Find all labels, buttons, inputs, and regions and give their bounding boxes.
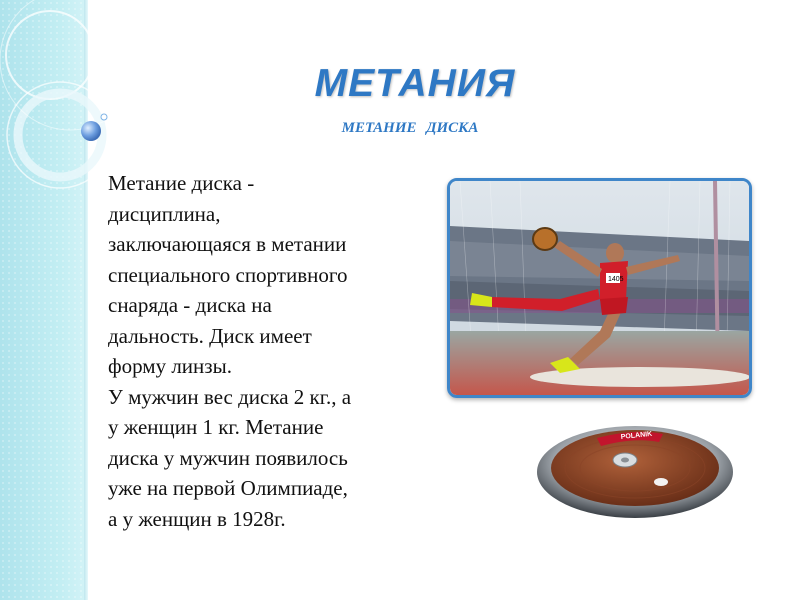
- paragraph-weight-history: У мужчин вес диска 2 кг., а у женщин 1 кг. Метание диска у мужчин появилось уже на первой Олимпиаде, а у женщин в 1928г.: [108, 384, 352, 531]
- panel-pattern: [0, 0, 88, 600]
- discus-brand: POLANIK: [620, 430, 653, 441]
- paragraph-definition: Метание диска - дисциплина, заключающаяся в метании специального спортивного снаряда - диска на дальность. Диск имеет форму линзы.: [108, 171, 348, 378]
- body-text: [108, 168, 428, 534]
- slide-subtitle: МЕТАНИЕ ДИСКА: [341, 120, 479, 136]
- bib-number: 1405: [608, 276, 624, 283]
- athlete-photo: [447, 178, 752, 398]
- slide-title: МЕТАНИЯ: [314, 62, 516, 105]
- side-decor-panel: [0, 0, 88, 600]
- discus-image: [535, 420, 735, 520]
